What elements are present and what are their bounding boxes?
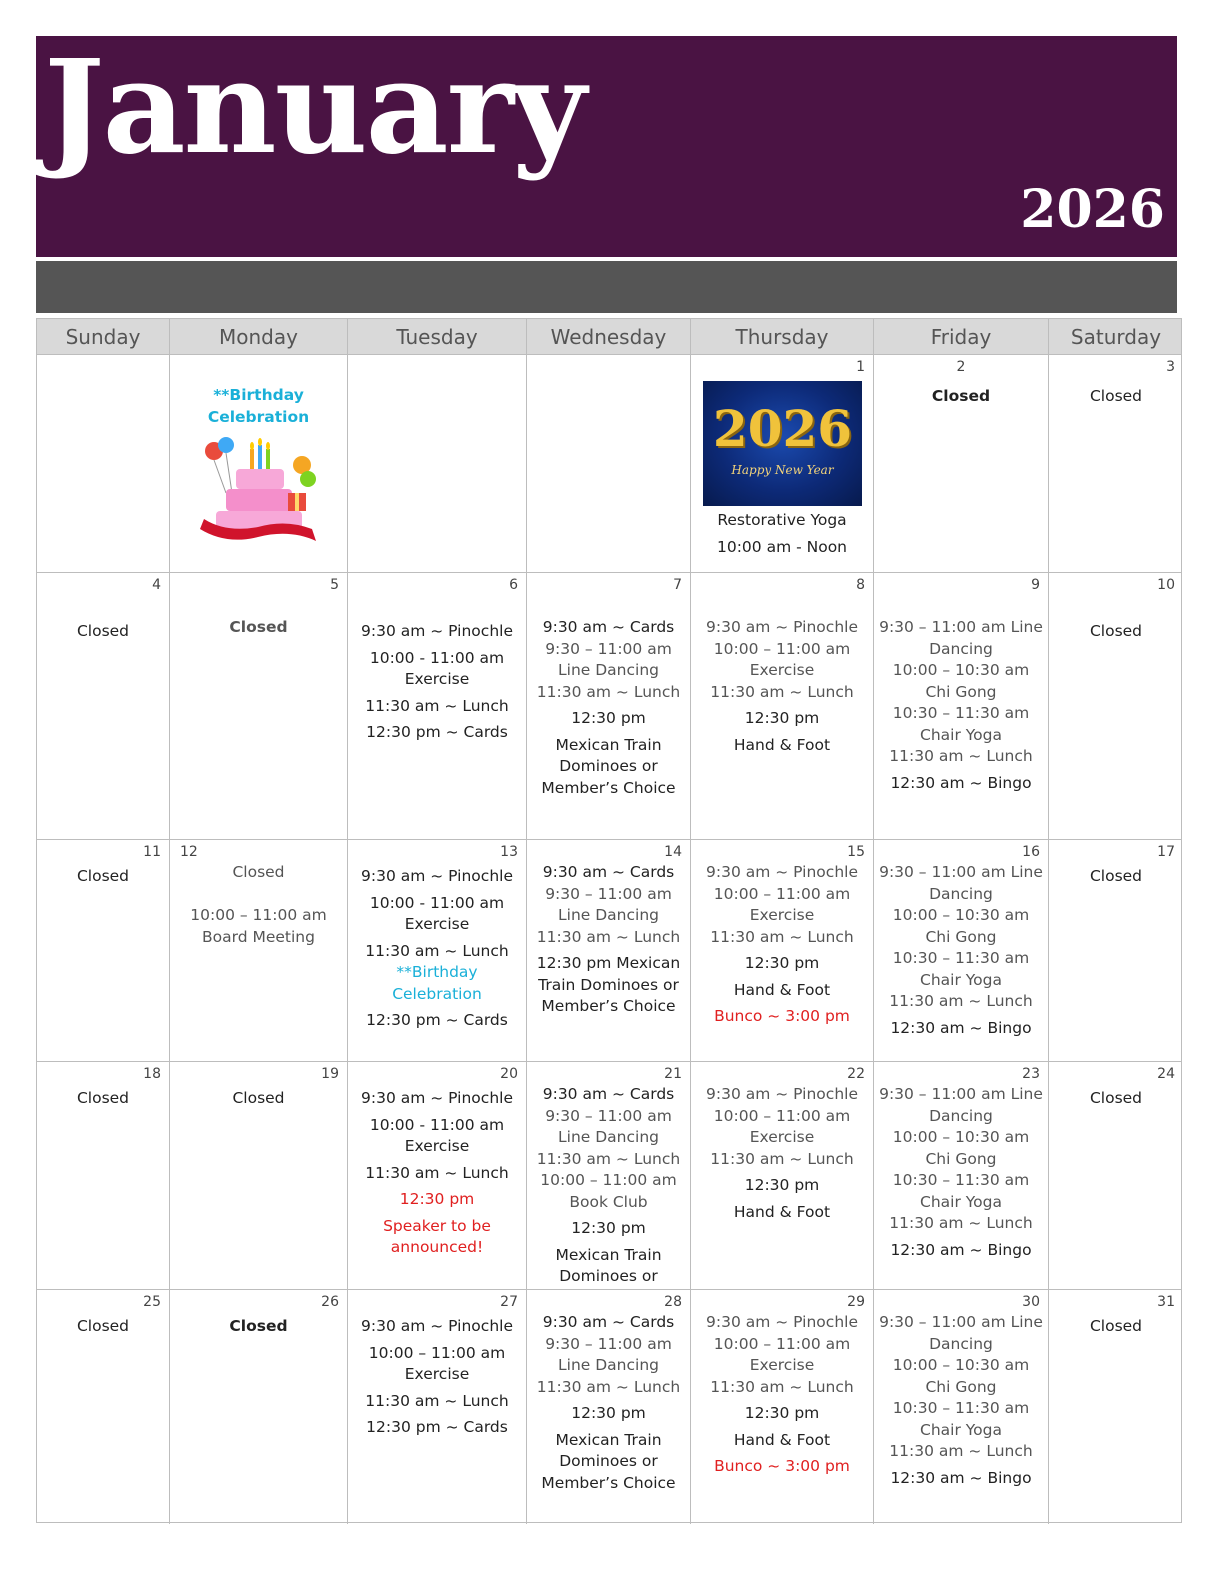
day-cell-14 (527, 840, 691, 1061)
weekday-tuesday: Tuesday (348, 319, 527, 354)
day-number: 31 (1157, 1294, 1175, 1310)
event-line: 11:30 am ~ Lunch (365, 941, 509, 960)
event-line: 11:30 am ~ Lunch (365, 696, 509, 715)
event-line: Closed (229, 1317, 288, 1335)
day-cell-13 (348, 840, 527, 1061)
event-line: 9:30 am ~ Pinochle (361, 622, 513, 640)
event-line: 9:30 am ~ Cards (542, 1313, 675, 1331)
event-line: Closed (232, 1089, 285, 1107)
event-line: 9:30 am ~ Pinochle (361, 1317, 513, 1335)
event-line: Exercise (749, 661, 815, 679)
event-line: 10:00 - 11:00 am (369, 1115, 505, 1134)
event-line: Dancing (929, 639, 993, 658)
day-number: 23 (1022, 1066, 1040, 1082)
day-cell-6 (348, 573, 527, 839)
event-line: 9:30 am ~ Pinochle (361, 867, 513, 885)
event-line: Board Meeting (202, 927, 315, 946)
day-number: 20 (500, 1066, 518, 1082)
weekday-saturday: Saturday (1070, 324, 1162, 349)
day-cell-4 (37, 573, 170, 839)
event-line: Dominoes or (559, 1267, 658, 1285)
day-number: 28 (664, 1294, 682, 1310)
day-cell-25 (37, 1290, 170, 1524)
event-line: 9:30 – 11:00 am (545, 639, 672, 658)
event-line: Hand & Foot (733, 1202, 831, 1221)
day-number: 3 (1166, 359, 1175, 375)
event-line: 9:30 am ~ Cards (542, 618, 675, 636)
event-line: 12:30 pm (571, 709, 646, 727)
event-line: 12:30 pm ~ Cards (366, 1418, 508, 1436)
day-cell-29 (691, 1290, 874, 1524)
event-line: Exercise (404, 1137, 470, 1155)
event-line: Exercise (404, 915, 470, 933)
year-title: 2026 (1020, 179, 1165, 240)
event-line: Closed (76, 1089, 130, 1107)
day-cell-12 (170, 840, 348, 1061)
event-line: 11:30 am ~ Lunch (365, 1391, 509, 1410)
event-line: Closed (1089, 387, 1143, 405)
event-line: Line Dancing (558, 1356, 659, 1374)
event-line: Closed (76, 622, 130, 640)
day-number: 27 (500, 1294, 518, 1310)
event-line: Chi Gong (925, 682, 997, 701)
day-cell-empty (37, 355, 170, 572)
birthday-cake-icon (196, 433, 320, 551)
event-line: 11:30 am ~ Lunch (536, 682, 681, 701)
day-cell-10 (1049, 573, 1183, 839)
day-cell-23 (874, 1062, 1049, 1289)
event-line: 9:30 am ~ Pinochle (706, 618, 858, 636)
event-line: Closed (76, 867, 130, 885)
event-line: Member’s Choice (541, 1473, 676, 1492)
day-number: 5 (330, 577, 339, 593)
event-line: 9:30 am ~ Pinochle (706, 863, 858, 881)
event-line: 11:30 am ~ Lunch (889, 747, 1033, 765)
event-line: 11:30 am ~ Lunch (710, 927, 854, 946)
event-line: 10:00 - 11:00 am (369, 893, 505, 912)
event-line: Closed (76, 1317, 130, 1335)
event-line: Dancing (929, 1334, 993, 1353)
day-cell-1 (691, 355, 874, 572)
day-number: 7 (673, 577, 682, 593)
day-number: 4 (152, 577, 161, 593)
event-line: Exercise (404, 670, 470, 688)
day-cell-15 (691, 840, 874, 1061)
event-line: 10:00 – 10:30 am (892, 661, 1030, 679)
event-line: 11:30 am ~ Lunch (889, 1214, 1033, 1232)
event-line: Celebration (392, 984, 482, 1003)
event-line: 11:30 am ~ Lunch (710, 1149, 854, 1168)
day-number: 22 (847, 1066, 865, 1082)
week-row-4 (37, 1061, 1181, 1289)
weekday-wednesday: Wednesday (527, 319, 691, 354)
day-number: 16 (1022, 844, 1040, 860)
event-line: Exercise (749, 906, 815, 924)
event-line: Exercise (749, 1356, 815, 1374)
event-line: Chair Yoga (920, 1420, 1002, 1439)
event-line: Line Dancing (558, 661, 659, 679)
event-line: 12:30 pm Mexican (536, 954, 681, 972)
event-line: 12:30 pm (744, 1176, 820, 1194)
day-number: 1 (856, 359, 865, 375)
weekday-header-row (37, 319, 1181, 354)
event-line: 9:30 – 11:00 am Line (879, 1085, 1043, 1103)
day-cell-18 (37, 1062, 170, 1289)
day-cell-empty (348, 355, 527, 572)
event-line: Bunco ~ 3:00 pm (714, 1007, 850, 1025)
event-line: Speaker to be (383, 1216, 491, 1235)
event-line: Hand & Foot (733, 980, 831, 999)
event-line: Restorative Yoga (717, 511, 847, 529)
new-year-graphic-caption: Happy New Year (731, 463, 834, 477)
event-line: Chair Yoga (920, 970, 1002, 989)
day-cell-8 (691, 573, 874, 839)
day-cell-24 (1049, 1062, 1183, 1289)
event-line: 9:30 am ~ Pinochle (706, 1085, 858, 1103)
day-number: 11 (143, 844, 161, 860)
day-cell-16 (874, 840, 1049, 1061)
day-number: 6 (509, 577, 518, 593)
event-line: Dominoes or (559, 1452, 658, 1470)
day-cell-20 (348, 1062, 527, 1289)
event-line: **Birthday (396, 963, 478, 981)
event-line: Hand & Foot (733, 735, 831, 754)
day-cell-27 (348, 1290, 527, 1524)
event-line: Dominoes or (559, 757, 658, 775)
day-cell-21 (527, 1062, 691, 1289)
event-line: Chair Yoga (920, 725, 1002, 744)
event-line: 9:30 am ~ Pinochle (361, 1089, 513, 1107)
day-cell-5 (170, 573, 348, 839)
event-line: 11:30 am ~ Lunch (889, 992, 1033, 1010)
week-row-2 (37, 572, 1181, 839)
event-line: 9:30 – 11:00 am Line (879, 1313, 1043, 1331)
day-number: 19 (321, 1066, 339, 1082)
event-line: Book Club (569, 1192, 648, 1211)
day-cell-17 (1049, 840, 1183, 1061)
event-line: 10:00 – 11:00 am (368, 1343, 506, 1362)
event-line: 11:30 am ~ Lunch (536, 927, 681, 946)
event-line: Closed (1089, 1089, 1143, 1107)
event-line: Closed (1089, 867, 1143, 885)
event-line: Train Dominoes or (538, 975, 679, 994)
event-line: 10:00 – 11:00 am (713, 1106, 851, 1125)
calendar-grid (36, 318, 1182, 1523)
day-cell-30 (874, 1290, 1049, 1524)
event-line: 12:30 pm (744, 954, 820, 972)
event-line: 9:30 – 11:00 am (545, 884, 672, 903)
event-line: Bunco ~ 3:00 pm (714, 1457, 850, 1475)
event-line: Dancing (929, 1106, 993, 1125)
event-line: 12:30 am ~ Bingo (890, 1468, 1032, 1487)
event-line: 10:00 – 10:30 am (892, 1128, 1030, 1146)
day-cell-19 (170, 1062, 348, 1289)
day-cell-26 (170, 1290, 348, 1524)
new-year-graphic (703, 381, 862, 506)
event-line: Member’s Choice (541, 778, 676, 797)
day-number: 17 (1157, 844, 1175, 860)
day-number: 13 (500, 844, 518, 860)
header-band (36, 33, 1177, 257)
event-line: Chi Gong (925, 1149, 997, 1168)
event-line: Line Dancing (558, 906, 659, 924)
event-line: Exercise (749, 1128, 815, 1146)
day-cell-22 (691, 1062, 874, 1289)
event-line: Closed (1089, 622, 1143, 640)
header-divider-band (36, 261, 1177, 313)
day-number: 25 (143, 1294, 161, 1310)
event-line: 10:00 – 11:00 am (713, 884, 851, 903)
week-row-3 (37, 839, 1181, 1061)
day-number: 18 (143, 1066, 161, 1082)
event-line: Closed (229, 618, 288, 636)
day-number: 14 (664, 844, 682, 860)
event-line: 11:30 am ~ Lunch (365, 1163, 509, 1182)
event-line: 12:30 pm (571, 1404, 646, 1422)
event-line: 9:30 – 11:00 am (545, 1334, 672, 1353)
event-line: 11:30 am ~ Lunch (536, 1149, 681, 1168)
event-line: Mexican Train (555, 1430, 662, 1449)
day-number: 9 (1031, 577, 1040, 593)
event-line: 9:30 – 11:00 am (545, 1106, 672, 1125)
event-line: 11:30 am ~ Lunch (710, 682, 854, 701)
event-line: Line Dancing (558, 1128, 659, 1146)
event-line: 9:30 – 11:00 am Line (879, 863, 1043, 881)
month-title: January (44, 33, 585, 183)
event-line: 10:00 – 10:30 am (892, 1356, 1030, 1374)
event-line: 9:30 am ~ Cards (542, 1085, 675, 1103)
weekday-monday: Monday (170, 319, 348, 354)
weekday-sunday: Sunday (37, 319, 170, 354)
event-line: 10:00 – 11:00 am (713, 639, 851, 658)
event-line: 12:30 pm (571, 1219, 646, 1237)
day-cell-birthday (170, 355, 348, 572)
day-number: 29 (847, 1294, 865, 1310)
event-line: Mexican Train (555, 1245, 662, 1264)
day-cell-3 (1049, 355, 1183, 572)
event-line: Closed (232, 863, 285, 881)
event-line: **Birthday (213, 386, 304, 404)
event-line: Member’s Choice (541, 997, 676, 1015)
event-line: 12:30 am ~ Bingo (890, 1240, 1032, 1259)
day-cell-empty (527, 355, 691, 572)
day-cell-31 (1049, 1290, 1183, 1524)
day-cell-11 (37, 840, 170, 1061)
event-line: Mexican Train (555, 735, 662, 754)
day-number: 21 (664, 1066, 682, 1082)
new-year-graphic-year: 2026 (712, 399, 853, 458)
event-line: 12:30 pm (744, 709, 820, 727)
event-line: Celebration (207, 407, 310, 426)
event-line: 12:30 pm (399, 1190, 475, 1208)
event-line: 10:00 – 11:00 am (190, 906, 327, 924)
event-line: Dancing (929, 884, 993, 903)
event-line: Chi Gong (925, 1377, 997, 1396)
event-line: 10:00 – 10:30 am (892, 906, 1030, 924)
event-line: 10:30 – 11:30 am (892, 1171, 1030, 1189)
day-number: 2 (956, 359, 966, 375)
day-cell-7 (527, 573, 691, 839)
event-line: Closed (931, 387, 991, 405)
event-line: 11:30 am ~ Lunch (889, 1442, 1033, 1460)
week-row-5 (37, 1289, 1181, 1524)
event-line: 10:00 am - Noon (716, 537, 848, 556)
event-line: 11:30 am ~ Lunch (710, 1377, 854, 1396)
event-line: 10:00 - 11:00 am (369, 648, 505, 667)
day-number: 12 (180, 844, 198, 860)
event-line: announced! (390, 1238, 484, 1256)
event-line: Closed (1089, 1317, 1143, 1335)
day-cell-2 (874, 355, 1049, 572)
day-number: 30 (1022, 1294, 1040, 1310)
event-line: 9:30 am ~ Pinochle (706, 1313, 858, 1331)
day-number: 26 (321, 1294, 339, 1310)
event-line: 10:00 – 11:00 am (540, 1171, 677, 1189)
event-line: 10:00 – 11:00 am (713, 1334, 851, 1353)
day-cell-28 (527, 1290, 691, 1524)
event-line: 9:30 am ~ Cards (542, 863, 675, 881)
event-line: Exercise (404, 1365, 470, 1383)
day-number: 15 (847, 844, 865, 860)
event-line: 12:30 am ~ Bingo (890, 1018, 1032, 1037)
day-number: 8 (856, 577, 865, 593)
event-line: 12:30 pm ~ Cards (366, 723, 508, 741)
event-line: 10:30 – 11:30 am (892, 704, 1030, 722)
day-number: 24 (1157, 1066, 1175, 1082)
day-number: 10 (1157, 577, 1175, 593)
day-cell-9 (874, 573, 1049, 839)
event-line: Chair Yoga (920, 1192, 1002, 1211)
event-line: 12:30 am ~ Bingo (890, 773, 1032, 792)
event-line: Hand & Foot (733, 1430, 831, 1449)
event-line: 12:30 pm (744, 1404, 820, 1422)
event-line: 9:30 – 11:00 am Line (879, 618, 1043, 636)
weekday-friday: Friday (874, 319, 1049, 354)
event-line: 11:30 am ~ Lunch (536, 1377, 681, 1396)
week-row-1 (37, 354, 1181, 572)
event-line: 12:30 pm ~ Cards (366, 1011, 508, 1029)
weekday-thursday: Thursday (691, 319, 874, 354)
event-line: 10:30 – 11:30 am (892, 949, 1030, 967)
event-line: Chi Gong (925, 927, 997, 946)
event-line: 10:30 – 11:30 am (892, 1399, 1030, 1417)
